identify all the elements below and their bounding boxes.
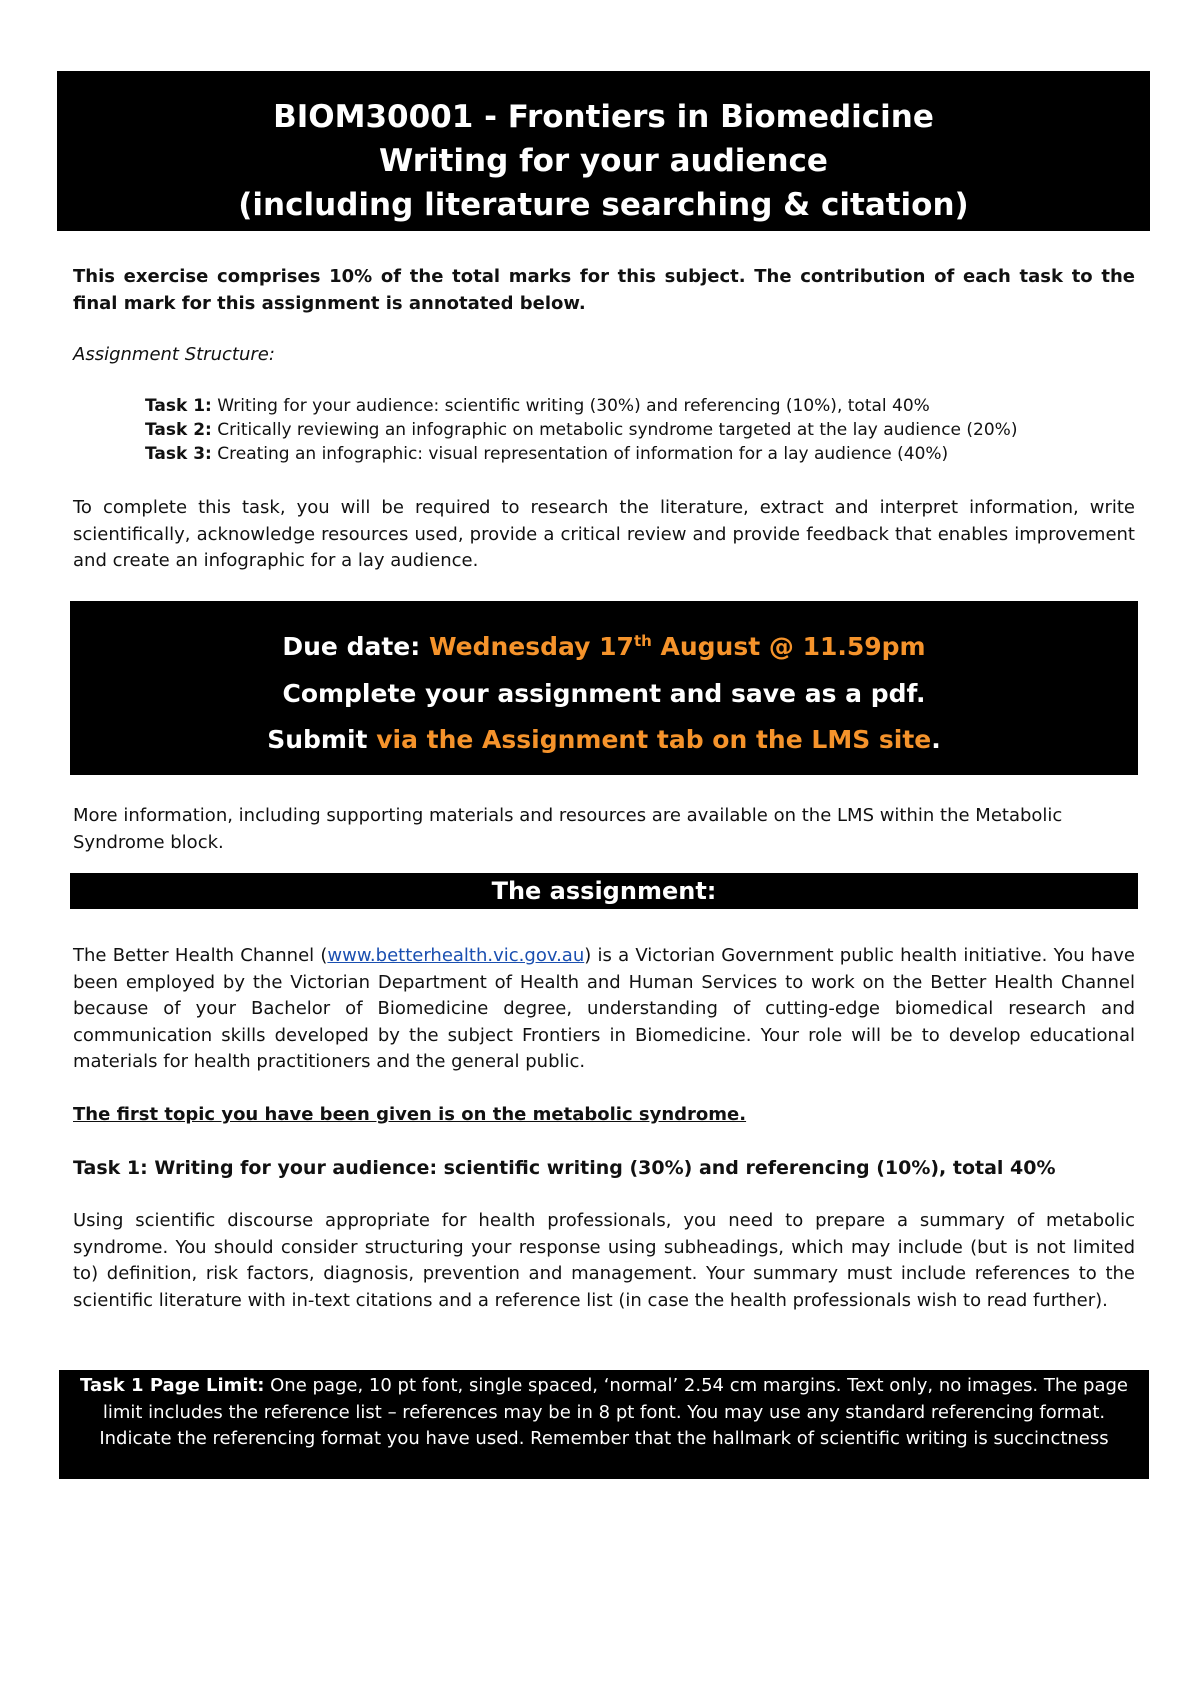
better-health-paragraph <box>73 943 1135 1076</box>
task-list <box>145 394 1145 466</box>
assignment-heading: The assignment: <box>70 873 1138 909</box>
assignment-subtitle: (including literature searching & citation) <box>238 187 969 223</box>
bhc-intro-text: The Better Health Channel ( <box>73 945 328 966</box>
first-topic-statement: The first topic you have been given is on the metabolic syndrome. <box>73 1104 747 1125</box>
task1-description: Using scientific discourse appropriate for health professionals, you need to prepare a summary of metabolic syndrome. You should consider structuring your response using subheadings, which may include (but is not limited to) definition, risk factors, diagnosis, prevention and management. Your summary must include references to the scientific literature with in-text citations and a reference list (in case the health professionals wish to read further). <box>73 1210 1135 1311</box>
save-instruction: Complete your assignment and save as a pdf. <box>282 678 926 708</box>
submit-end: . <box>931 725 941 754</box>
task-item-1 <box>145 394 1145 418</box>
due-date-time: August @ 11.59pm <box>651 632 926 661</box>
task-overview-paragraph: To complete this task, you will be required to research the literature, extract and interpret information, write scientifically, acknowledge resources used, provide a critical review and provide feedback that enables improvement and create an infographic for a lay audience. <box>73 497 1135 571</box>
task-item-3 <box>145 442 1145 466</box>
submit-word: Submit <box>267 725 377 754</box>
due-date-value <box>429 632 926 661</box>
due-date-label: Due date: <box>282 632 429 661</box>
task-description: Writing for your audience: scientific writing (30%) and referencing (10%), total 40% <box>217 396 930 416</box>
task-description: Creating an infographic: visual representation of information for a lay audience (40%) <box>217 444 949 464</box>
intro-paragraph: This exercise comprises 10% of the total marks for this subject. The contribution of each task to the final mark for this assignment is annotated below. <box>73 266 1135 314</box>
structure-label: Assignment Structure: <box>73 344 275 365</box>
task-label: Task 1: <box>145 396 212 416</box>
page-limit-text: One page, 10 pt font, single spaced, ‘normal’ 2.54 cm margins. Text only, no images. The page limit includes the reference list – references may be in 8 pt font. You may use any standard referencing format. Indicate the referencing format you have used. Remember that the hallmark of scientific writing is succinctness <box>99 1375 1129 1449</box>
due-date-ordinal: th <box>633 632 652 650</box>
bhc-body-text: ) is a Victorian Government public health initiative. You have been employed by the Victorian Department of Health and Human Services to work on the Better Health Channel because of your Bachelor of Biomedicine degree, understanding of cutting-edge biomedical research and communication skills developed by the subject Frontiers in Biomedicine. Your role will be to develop educational materials for health practitioners and the general public. <box>73 945 1135 1072</box>
task-item-2 <box>145 418 1145 442</box>
assignment-title: Writing for your audience <box>379 143 828 179</box>
submit-instruction <box>70 717 1138 764</box>
page-limit-label: Task 1 Page Limit: <box>79 1375 265 1396</box>
better-health-link[interactable]: www.betterhealth.vic.gov.au <box>327 945 585 966</box>
more-info-paragraph: More information, including supporting materials and resources are available on the LMS within the Metabolic Syndrome block. <box>73 805 1063 853</box>
title-banner <box>57 71 1150 231</box>
submit-link[interactable]: via the Assignment tab on the LMS site <box>376 725 932 754</box>
due-date-banner <box>70 601 1138 775</box>
task-label: Task 3: <box>145 444 212 464</box>
task-description: Critically reviewing an infographic on metabolic syndrome targeted at the lay audience (20%) <box>217 420 1018 440</box>
page-limit-box <box>59 1370 1149 1479</box>
due-date-day: Wednesday 17 <box>428 632 634 661</box>
subject-title: BIOM30001 - Frontiers in Biomedicine <box>273 99 934 135</box>
task1-heading: Task 1: Writing for your audience: scientific writing (30%) and referencing (10%), total 40% <box>73 1157 1056 1179</box>
due-date-line <box>70 624 1138 671</box>
task-label: Task 2: <box>145 420 212 440</box>
